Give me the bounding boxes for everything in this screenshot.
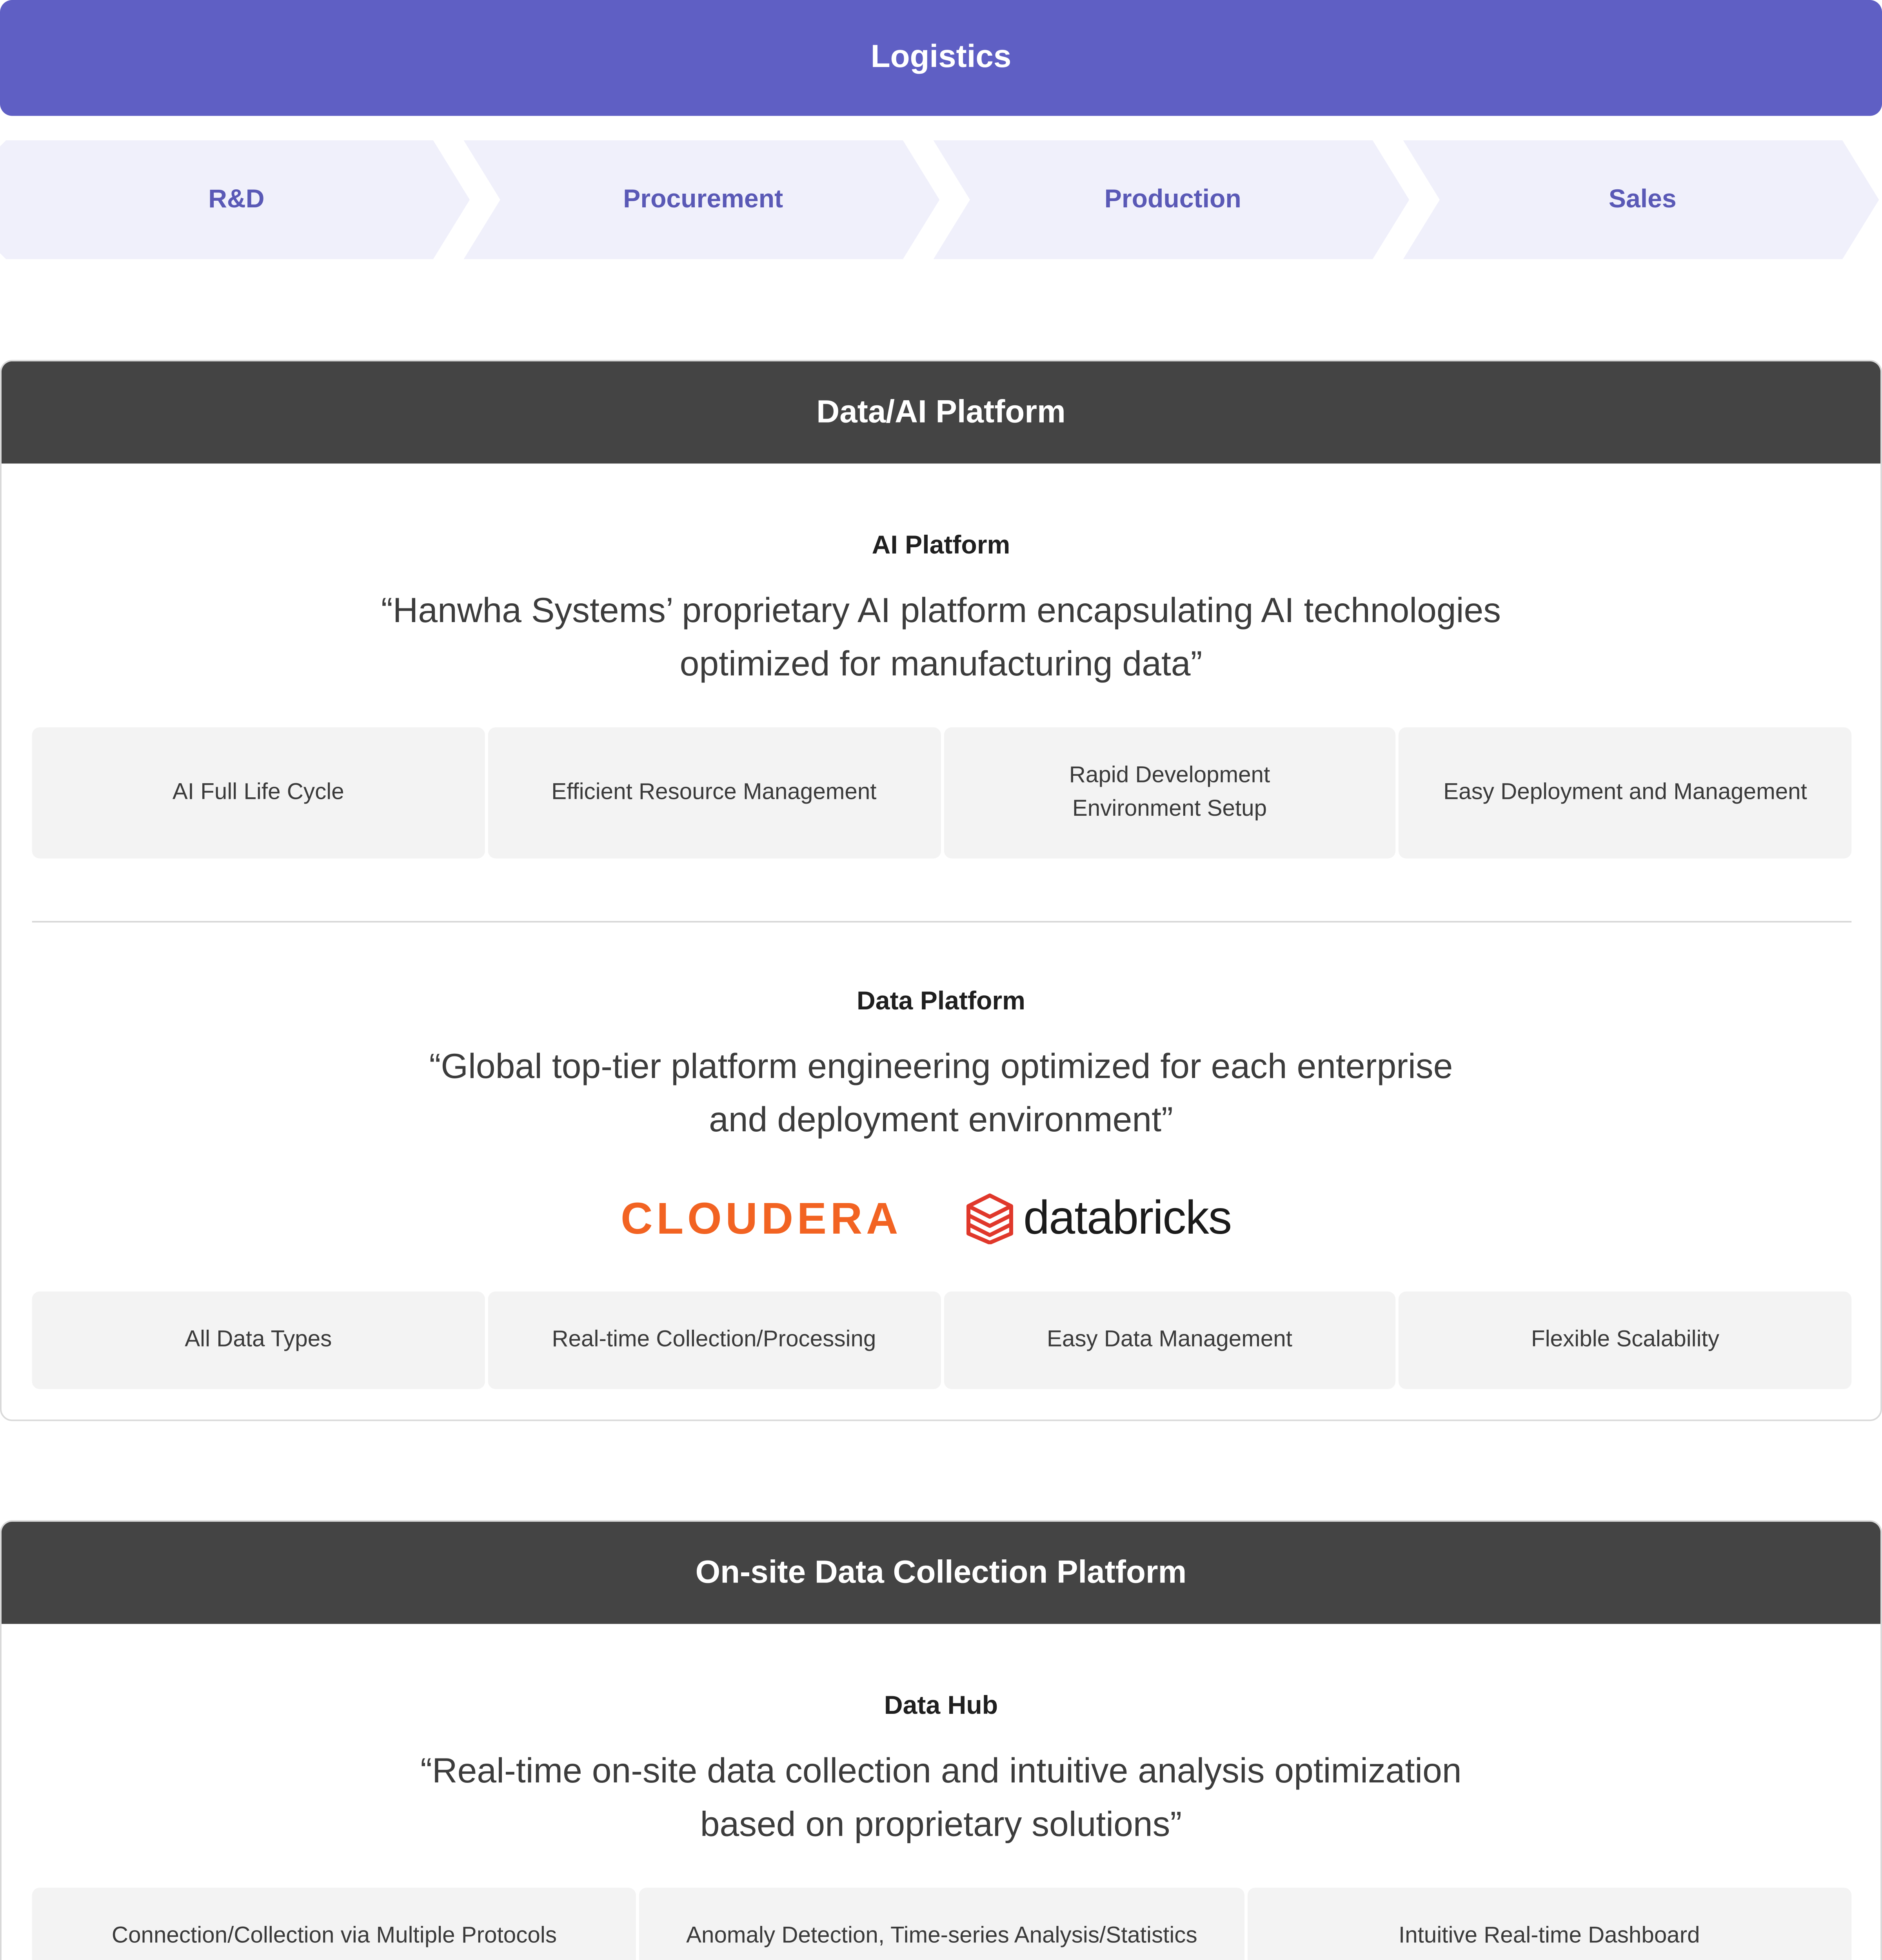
feature-label [1069,759,1270,826]
chevron-label: Sales [1608,184,1677,214]
feature-label: Intuitive Real-time Dashboard [1399,1922,1700,1948]
quote-line: “Real-time on-site data collection and intuitive analysis optimization [420,1750,1462,1790]
section-title: On-site Data Collection Platform [695,1554,1187,1590]
feature-label-line: Environment Setup [1072,796,1267,822]
data-platform-features [32,1292,1852,1389]
chevron-label: Procurement [623,184,783,214]
chevron-production [934,140,1412,259]
feature-card [32,727,485,858]
feature-card [943,727,1396,858]
divider [32,921,1852,922]
feature-card [32,1292,485,1389]
feature-card [488,727,940,858]
feature-card [1399,727,1851,858]
section-title: Data/AI Platform [816,394,1066,429]
quote-line: and deployment environment” [709,1099,1173,1139]
chevron-label: R&D [208,184,265,214]
feature-label: Real-time Collection/Processing [552,1327,876,1353]
feature-label-line: Rapid Development [1069,762,1270,789]
quote-line: “Hanwha Systems’ proprietary AI platform encapsulating AI technologies [381,590,1501,630]
ai-platform-quote [2,584,1880,691]
feature-card [1247,1888,1852,1960]
section-header [2,361,1880,464]
feature-card [943,1292,1396,1389]
feature-card [639,1888,1244,1960]
quote-line: optimized for manufacturing data” [679,643,1203,683]
quote-line: “Global top-tier platform engineering optimized for each enterprise [429,1046,1453,1086]
databricks-stack-icon [965,1192,1014,1244]
databricks-logo [965,1188,1231,1249]
data-hub-title: Data Hub [884,1691,998,1720]
data-hub-quote [2,1744,1880,1851]
feature-card [32,1888,637,1960]
onsite-platform-section [0,1520,1882,1960]
data-ai-platform-section [0,360,1882,1421]
data-platform-title: Data Platform [857,986,1025,1016]
section-header [2,1522,1880,1624]
quote-line: based on proprietary solutions” [700,1804,1182,1844]
chevron-sales [1403,140,1882,259]
data-hub-features [32,1888,1852,1960]
cloudera-wordmark: CLOUDERA [621,1194,902,1244]
chevron-label: Production [1104,184,1241,214]
feature-label: All Data Types [185,1327,332,1353]
chevron-procurement [463,140,942,259]
feature-label: AI Full Life Cycle [172,779,344,805]
ai-platform-features [32,727,1852,858]
feature-label: Connection/Collection via Multiple Protocols [111,1922,557,1948]
value-chain [0,140,1882,262]
cloudera-logo [621,1192,902,1247]
databricks-wordmark: databricks [1023,1191,1232,1245]
feature-card [1399,1292,1851,1389]
data-platform-quote [2,1040,1880,1147]
logistics-banner [0,0,1882,116]
feature-label: Efficient Resource Management [551,779,877,805]
feature-card [488,1292,940,1389]
feature-label: Flexible Scalability [1531,1327,1720,1353]
feature-label: Anomaly Detection, Time-series Analysis/Statistics [686,1922,1197,1948]
chevron-rnd [0,140,473,259]
ai-platform-title: AI Platform [872,530,1010,560]
feature-label: Easy Data Management [1046,1327,1292,1353]
feature-label: Easy Deployment and Management [1443,779,1807,805]
logistics-label: Logistics [870,40,1012,75]
